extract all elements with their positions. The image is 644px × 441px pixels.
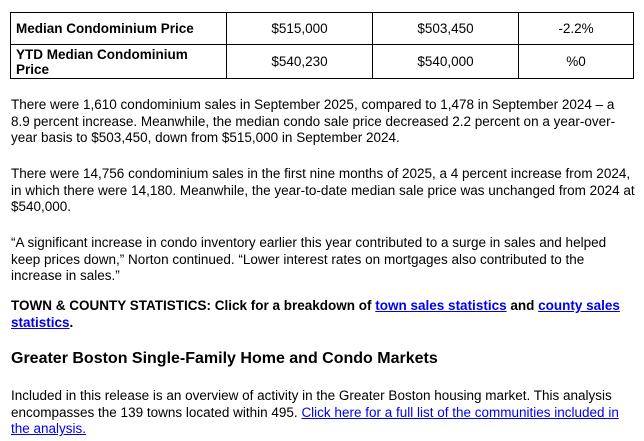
statistics-conjunction: and bbox=[506, 298, 539, 313]
communities-list-link[interactable]: Click here for a full list of the communities included in the analysis. bbox=[11, 404, 619, 436]
row-label: YTD Median Condominium Price bbox=[11, 45, 227, 79]
previous-year-value: $540,230 bbox=[227, 45, 373, 79]
row-label: Median Condominium Price bbox=[11, 13, 227, 45]
percent-change: -2.2% bbox=[519, 13, 634, 45]
table-row bbox=[11, 45, 634, 79]
county-sales-statistics-link[interactable]: county sales statistics bbox=[11, 298, 620, 330]
table-row bbox=[11, 13, 634, 45]
greater-boston-paragraph bbox=[11, 388, 635, 438]
town-sales-statistics-link[interactable]: town sales statistics bbox=[375, 298, 507, 313]
percent-change: %0 bbox=[519, 45, 634, 79]
greater-boston-text: Included in this release is an overview of activity in the Greater Boston housing market. This analysis encompasses the 139 towns located within 495. bbox=[11, 388, 612, 420]
ytd-sales-paragraph: There were 14,756 condominium sales in the first nine months of 2025, a 4 percent increase from 2024, in which there were 14,180. Meanwhile, the year-to-date median sale price was unchanged from 2024 at $540,000. bbox=[11, 166, 635, 214]
section-heading: Greater Boston Single-Family Home and Condo Markets bbox=[11, 350, 438, 367]
condo-price-table bbox=[10, 12, 634, 79]
september-sales-paragraph: There were 1,610 condominium sales in September 2025, compared to 1,478 in September 2024 – a 8.9 percent increase. Meanwhile, the median condo sale price decreased 2.2 percent on a year-over-year basis to $503,450, down from $515,000 in September 2024. bbox=[11, 97, 616, 145]
current-year-value: $540,000 bbox=[373, 45, 519, 79]
statistics-period: . bbox=[69, 314, 74, 330]
town-county-statistics bbox=[11, 298, 635, 331]
current-year-value: $503,450 bbox=[373, 13, 519, 45]
statistics-intro: TOWN & COUNTY STATISTICS: Click for a breakdown of bbox=[11, 298, 376, 313]
quote-paragraph: “A significant increase in condo inventory earlier this year contributed to a surge in sales and helped keep prices down,” Norton continued. “Lower interest rates on mortgages also contributed to the increase in sales.” bbox=[11, 235, 607, 283]
previous-year-value: $515,000 bbox=[227, 13, 373, 45]
